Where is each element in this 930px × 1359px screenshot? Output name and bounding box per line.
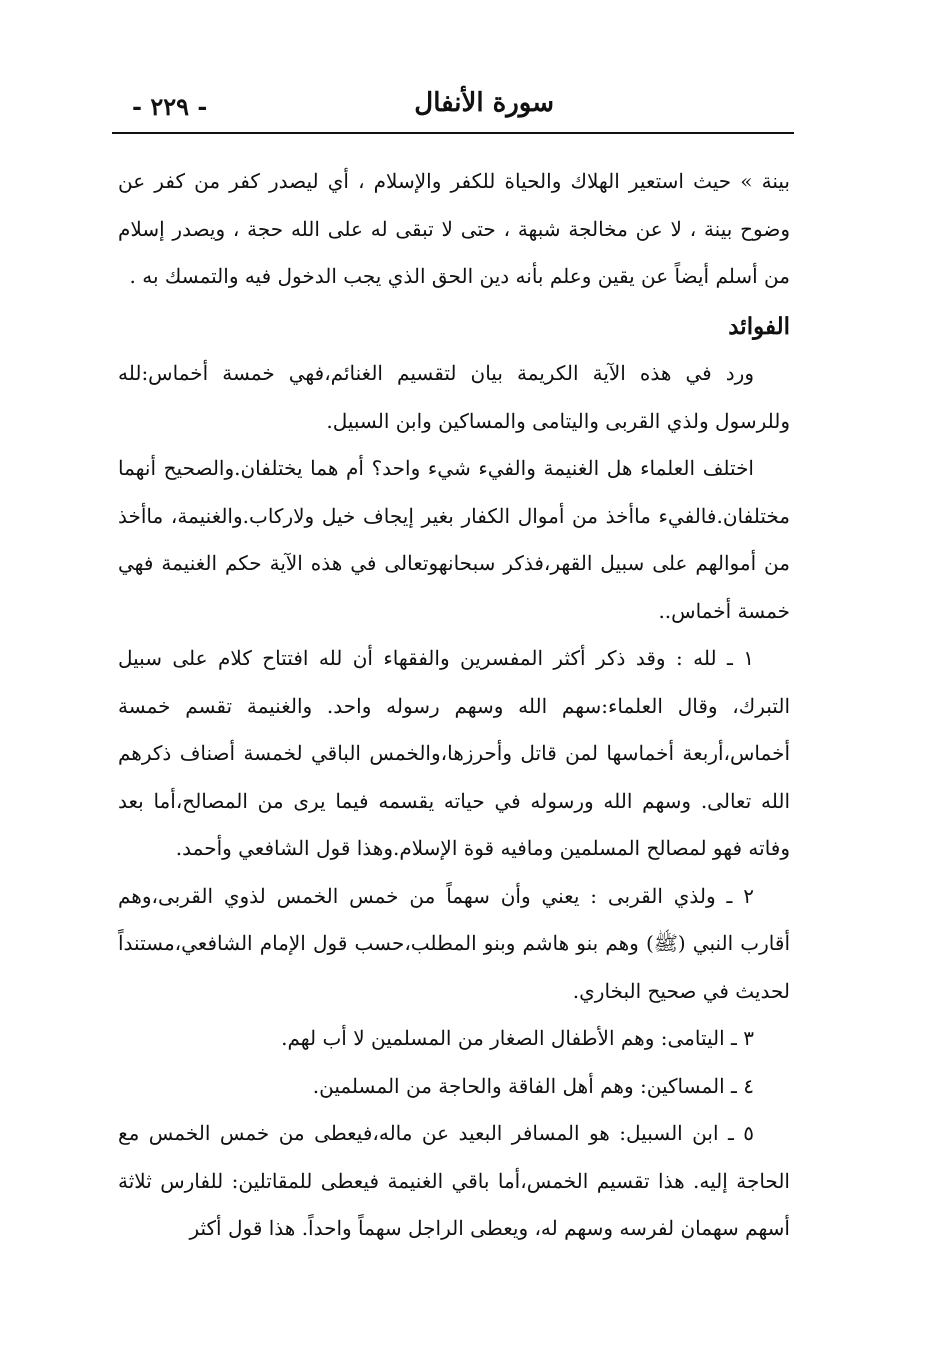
page-header — [112, 80, 794, 136]
section-heading: الفوائد — [728, 312, 790, 340]
paragraph: ورد في هذه الآية الكريمة بيان لتقسيم الغنائم،فهي خمسة أخماس:لله وللرسول ولذي القربى واليتامى والمساكين وابن السبيل. — [118, 361, 790, 433]
list-item: ٥ ـ ابن السبيل: هو المسافر البعيد عن ماله،فيعطى من خمس الخمس مع الحاجة إليه. هذا تقسيم الخمس،أما باقي الغنيمة فيعطى للمقاتلين: للفارس ثلاثة أسهم سهمان لفرسه وسهم له، ويعطى الراجل سهماً واحداً. هذا قول أكثر — [118, 1121, 790, 1240]
list-item: ٤ ـ المساكين: وهم أهل الفاقة والحاجة من المسلمين. — [312, 1073, 754, 1098]
paragraph: اختلف العلماء هل الغنيمة والفيء شيء واحد؟ أم هما يختلفان.والصحيح أنهما مختلفان.فالفيء ماأخذ من أموال الكفار بغير إيجاف خيل ولاركاب.والغنيمة، ماأخذ من أموالهم على سبيل القهر،فذكر سبحانهوتعالى في هذه الآية حكم الغنيمة فهي خمسة أخماس.. — [118, 456, 790, 623]
surah-title: سورة الأنفال — [414, 88, 554, 118]
page-body — [118, 158, 790, 1253]
list-item: ٢ ـ ولذي القربى : يعني وأن سهماً من خمس الخمس لذوي القربى،وهم أقارب النبي (ﷺ) وهم بنو هاشم وبنو المطلب،حسب قول الإمام الشافعي،مستنداً لحديث في صحيح البخاري. — [118, 883, 791, 1003]
list-item: ١ ـ لله : وقد ذكر أكثر المفسرين والفقهاء أن لله افتتاح كلام على سبيل التبرك، وقال العلماء:سهم الله وسهم رسوله واحد. والغنيمة تقسم خمسة أخماس،أربعة أخماسها لمن قاتل وأحرزها،والخمس الباقي لخمسة أصناف ذكرهم الله تعالى. وسهم الله ورسوله في حياته يقسمه فيما يرى من المصالح،أما بعد وفاته فهو لمصالح المسلمين ومافيه قوة الإسلام.وهذا قول الشافعي وأحمد. — [118, 646, 790, 860]
page-number: - ٢٢٩ - — [132, 92, 208, 121]
header-divider — [112, 132, 794, 134]
intro-paragraph: بينة » حيث استعير الهلاك والحياة للكفر والإسلام ، أي ليصدر كفر من كفر عن وضوح بينة ، لا عن مخالجة شبهة ، حتى لا تبقى له على الله حجة ، ويصدر إسلام من أسلم أيضاً عن يقين وعلم بأنه دين الحق الذي يجب الدخول فيه والتمسك به . — [118, 169, 790, 288]
list-item: ٣ ـ اليتامى: وهم الأطفال الصغار من المسلمين لا أب لهم. — [281, 1026, 754, 1050]
